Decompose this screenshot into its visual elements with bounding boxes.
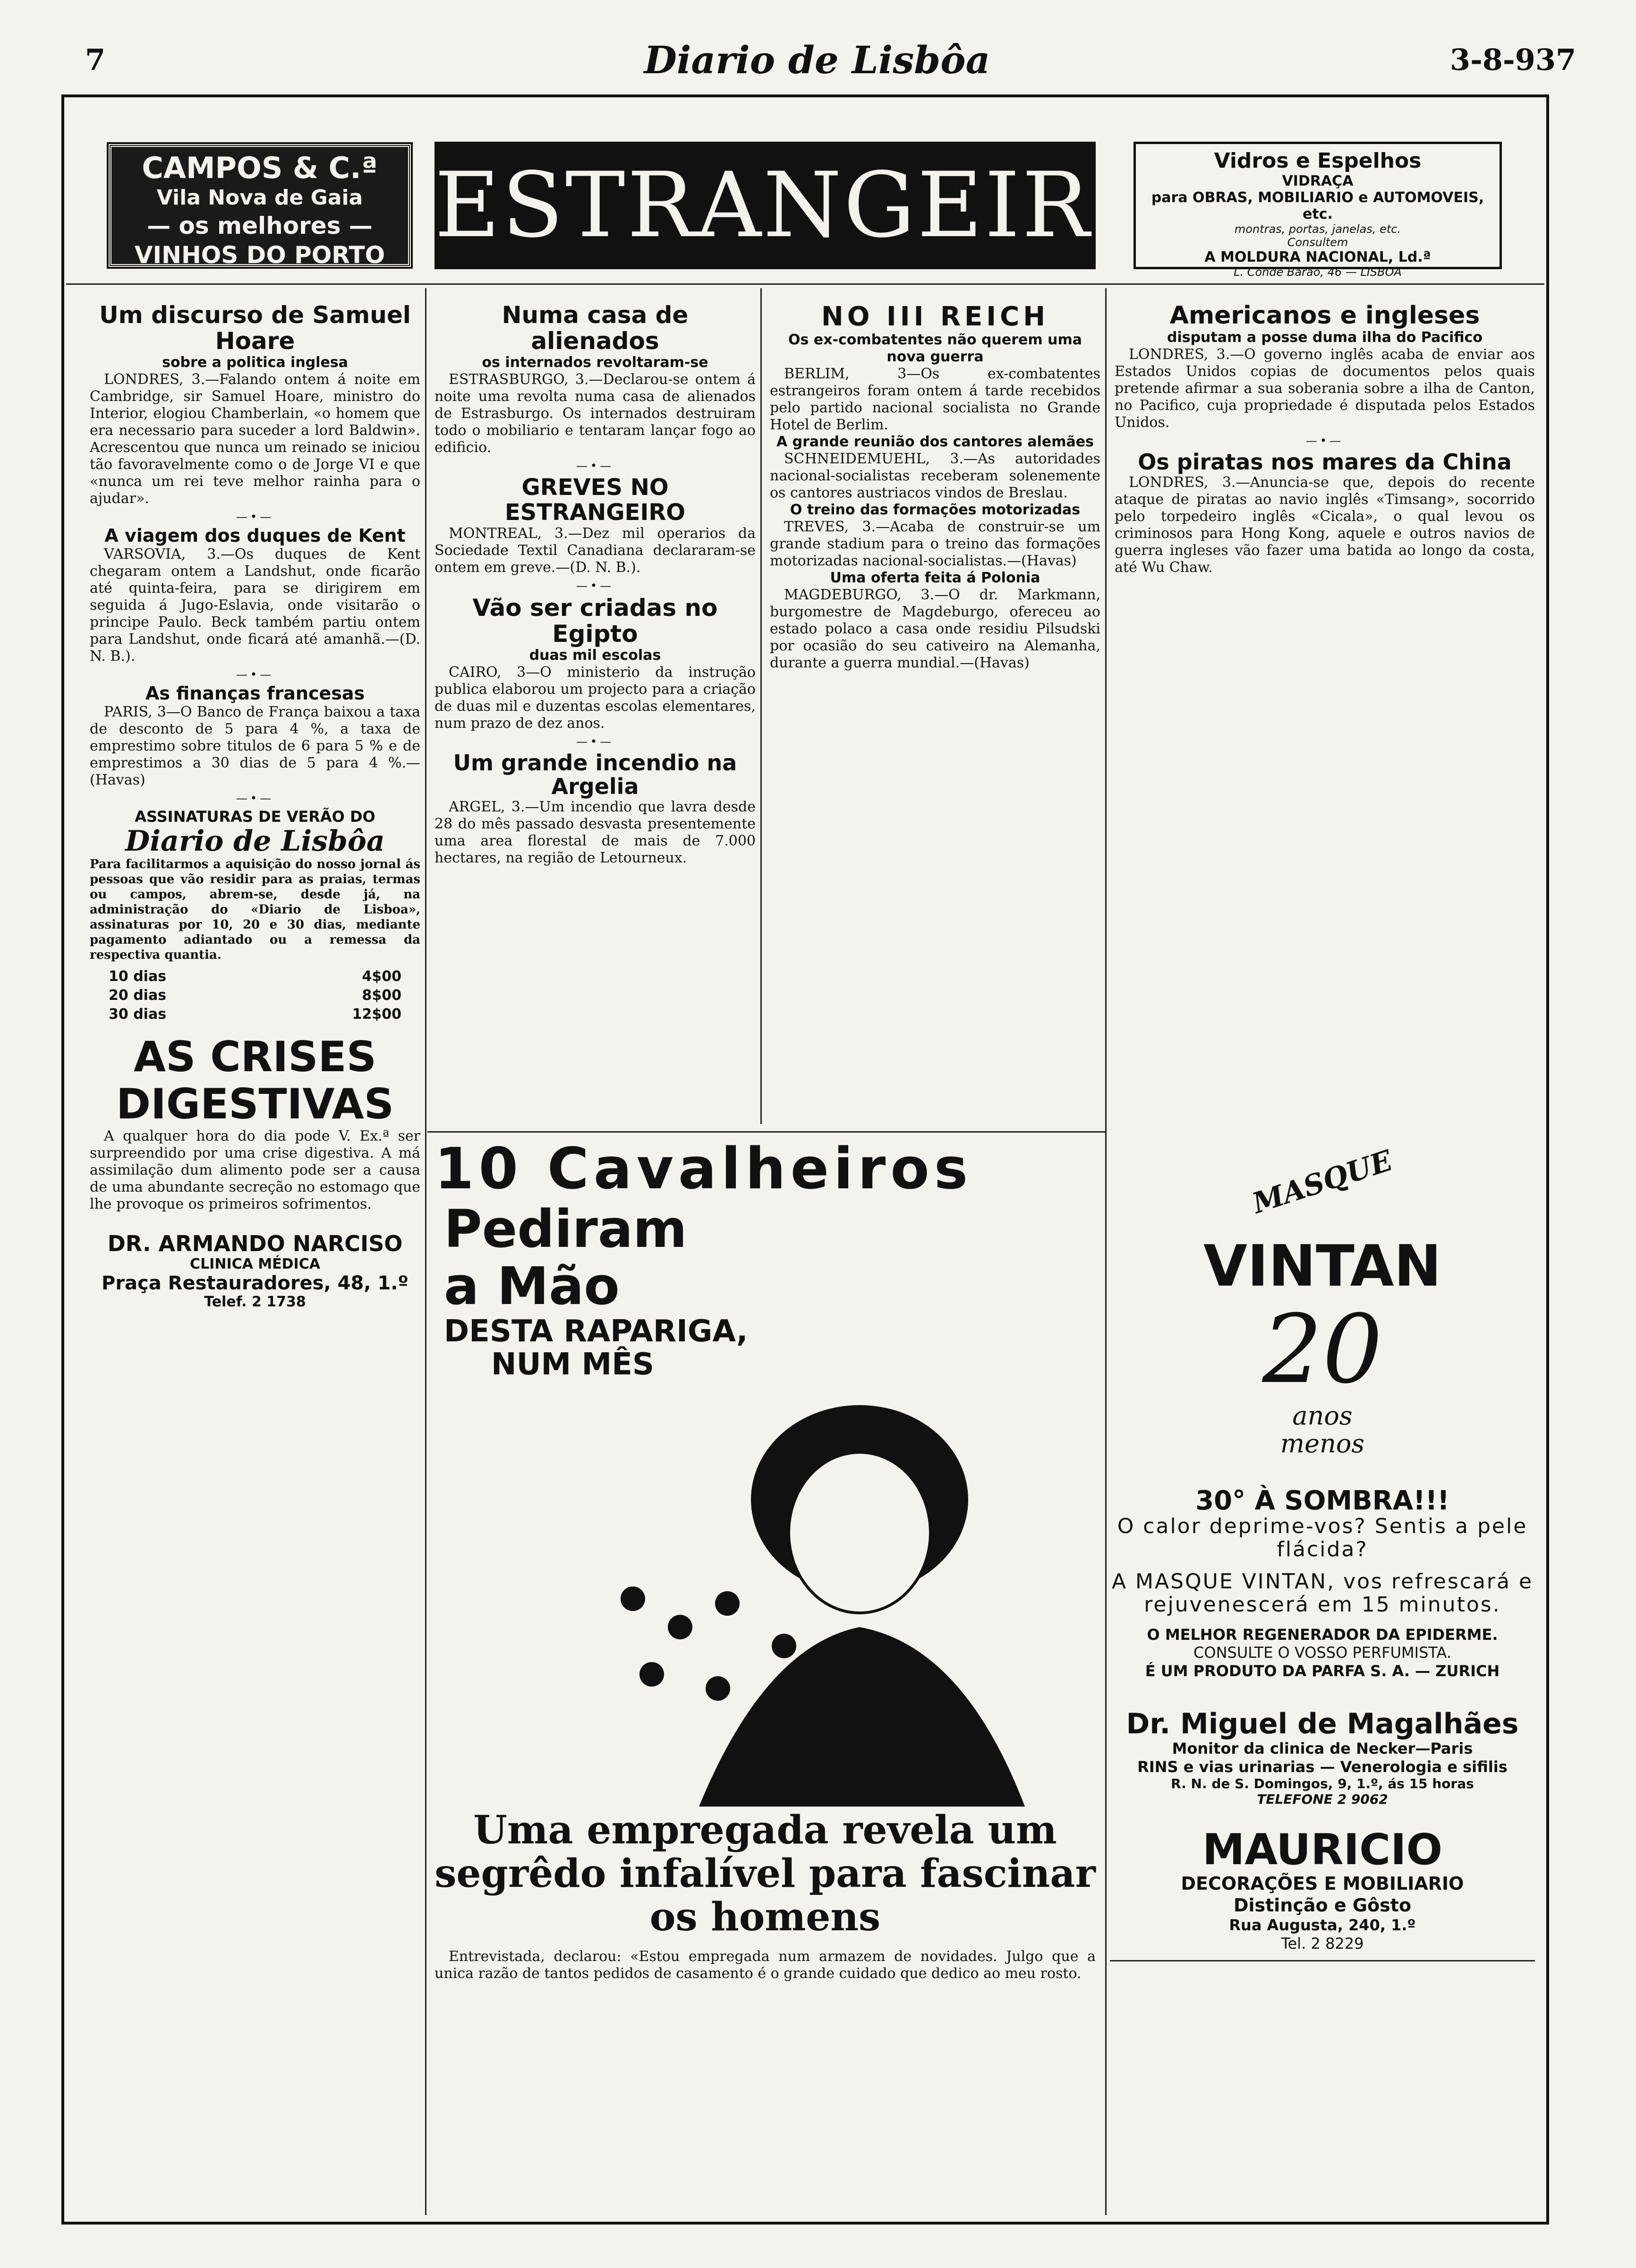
mauricio-line-2: Distinção e Gôsto (1233, 1894, 1412, 1916)
vidros-ad-line-1: para OBRAS, MOBILIARIO e AUTOMOVEIS, etc. (1151, 189, 1484, 222)
separator: —•— (576, 579, 614, 592)
crises-headline-2: DIGESTIVAS (116, 1079, 394, 1128)
separator: —•— (236, 791, 274, 805)
article-body: TREVES, 3.—Acaba de construir-se um grande stadium para o treino das formações motorizadas nacional-socialistas.—(Havas) (770, 518, 1100, 569)
article-body: ESTRASBURGO, 3.—Declarou-se ontem á noite uma revolta numa casa de alienados de Estrasburgo. Os internados destruiram todo o mobiliario e tentaram lançar fogo ao edificio. (435, 371, 756, 456)
vintan-menos: menos (1280, 1429, 1365, 1459)
column-rule-3 (1105, 288, 1107, 2215)
article-body: LONDRES, 3.—O governo inglês acaba de enviar aos Estados Unidos copias de documentos pelos quais pretende afirmar a sua soberania sobre a ilha de Canton, no Pacifico, cuja propriedade é disputada pelos Estados Unidos. (1115, 346, 1535, 431)
magalhaes-line-3: R. N. de S. Domingos, 9, 1.º, ás 15 horas (1171, 1775, 1474, 1791)
subscription-title: ASSINATURAS DE VERÃO DO (135, 807, 375, 826)
article-body: SCHNEIDEMUEHL, 3.—As autoridades nacional-socialistas receberam solenemente os cantores austriacos vindos de Breslau. (770, 450, 1100, 501)
vidros-ad-line-5: L. Conde Barão, 46 — LISBOA (1234, 265, 1402, 279)
advert-line-5: NUM MÊS (491, 1347, 654, 1382)
article-body: CAIRO, 3—O ministerio da instrução publica elaborou um projecto para a criação de duas mil e duzentas escolas elementares, num prazo de dez anos. (435, 664, 756, 732)
article-subhead: Os ex-combatentes não querem uma nova guerra (788, 331, 1082, 365)
campos-ad-line-1: CAMPOS & C.ª (142, 151, 378, 185)
advert-line-4: DESTA RAPARIGA, (444, 1314, 748, 1349)
subscription-price: 8$00 (362, 987, 401, 1004)
article-subhead: O treino das formações motorizadas (790, 501, 1081, 518)
article-headline: Um grande incendio na Argelia (453, 750, 737, 800)
vintan-question: O calor deprime-vos? Sentis a pele flácida? (1117, 1514, 1528, 1561)
article-body: ARGEL, 3.—Um incendio que lavra desde 28 do mês passado desvasta presentemente uma area florestal de mais de 7.000 hectares, na região de Letourneux. (435, 798, 756, 866)
article-body: PARIS, 3—O Banco de França baixou a taxa de desconto de 5 para 4 %, a taxa de emprestimo sobre titulos de 6 para 5 % e de emprestimos a 30 dias de 5 para 4 %.—(Havas) (90, 703, 420, 788)
subscription-period: 30 dias (109, 1006, 167, 1023)
vintan-consulte: CONSULTE O VOSSO PERFUMISTA. (1193, 1644, 1451, 1662)
vintan-advert (1110, 1144, 1535, 1953)
magalhaes-name: Dr. Miguel de Magalhães (1126, 1707, 1519, 1741)
column-1 (90, 302, 420, 1311)
advert-rule (1110, 1960, 1535, 1961)
column-2 (435, 302, 756, 867)
doctor-name: DR. ARMANDO NARCISO (107, 1230, 403, 1256)
vidros-ad-sub: VIDRAÇA (1282, 173, 1354, 189)
separator: —•— (236, 667, 274, 681)
woman-with-suitors-illustration (435, 1381, 1096, 1807)
article-subhead: os internados revoltaram-se (482, 354, 708, 371)
subscription-price-row (109, 967, 401, 986)
article-headline: A viagem dos duques de Kent (104, 525, 406, 546)
vidros-ad-title: Vidros e Espelhos (1214, 149, 1422, 173)
article-headline: Vão ser criadas no Egipto (472, 594, 718, 648)
newspaper-title: Diario de Lisbôa (644, 38, 990, 82)
vintan-sombra: 30° À SOMBRA!!! (1195, 1485, 1449, 1516)
column-4 (1115, 302, 1535, 576)
separator: —•— (1305, 434, 1344, 448)
mauricio-telephone: Tel. 2 8229 (1281, 1934, 1364, 1953)
article-body: LONDRES, 3.—Falando ontem á noite em Cambridge, sir Samuel Hoare, ministro do Interior, elogiou Chamberlain, «o homem que era necessario para suceder a lord Baldwin». Acrescentou que nunca um reinado se iniciou tão favoravelmente como o de Jorge VI e que «nunca um rei teve melhor rainha para o ajudar». (90, 371, 420, 507)
article-body: MONTREAL, 3.—Dez mil operarios da Sociedade Textil Canadiana declararam-se ontem em greve.—(D. N. B.). (435, 525, 756, 576)
article-headline: Numa casa de alienados (502, 301, 689, 355)
subscription-text: Para facilitarmos a aquisição do nosso jornal ás pessoas que vão residir para as praias, termas ou campos, abrem-se, desde já, na administração do «Diario de Lisboa», assinaturas por 10, 20 e 30 dias, mediante pagamento adiantado ou a remessa da respectiva quantia. (90, 857, 420, 962)
advert-line-2: Pediram (444, 1199, 687, 1259)
subscription-period: 10 dias (109, 968, 167, 985)
advert-top-rule (427, 1131, 1105, 1133)
article-headline: NO III REICH (821, 301, 1049, 332)
subscription-paper-name: Diario de Lisbôa (125, 824, 385, 858)
vintan-produto: É UM PRODUTO DA PARFA S. A. — ZURICH (1145, 1662, 1500, 1680)
article-body: BERLIM, 3—Os ex-combatentes estrangeiros foram ontem á tarde recebidos pelo partido nacional socialista no Grande Hotel de Berlim. (770, 365, 1100, 433)
vintan-number: 20 (1262, 1295, 1383, 1405)
doctor-telephone: Telef. 2 1738 (204, 1293, 306, 1310)
article-subhead: Uma oferta feita á Polonia (830, 569, 1040, 586)
advert-line-1: 10 Cavalheiros (435, 1136, 973, 1202)
vintan-answer: A MASQUE VINTAN, vos refrescará e rejuvenescerá em 15 minutos. (1111, 1569, 1534, 1617)
subscription-price-row (109, 1005, 401, 1024)
article-body: MAGDEBURGO, 3.—O dr. Markmann, burgomestre de Magdeburgo, ofereceu ao estado polaco a casa onde residiu Pilsudski por ocasião do seu cativeiro na Alemanha, durante a guerra mundial.—(Havas) (770, 586, 1100, 671)
page-number: 7 (85, 43, 106, 77)
article-headline: GREVES NO ESTRANGEIRO (504, 474, 686, 526)
vintan-regen: O MELHOR REGENERADOR DA EPIDERME. (1147, 1625, 1498, 1644)
campos-ad-line-4: VINHOS DO PORTO (134, 241, 385, 269)
article-subhead: duas mil escolas (529, 647, 661, 664)
subscription-period: 20 dias (109, 987, 167, 1004)
mauricio-line-1: DECORAÇÕES E MOBILIARIO (1181, 1873, 1464, 1894)
article-headline: As finanças francesas (145, 682, 365, 704)
section-banner: ESTRANGEIRO (435, 142, 1096, 269)
separator: —•— (576, 734, 614, 748)
mauricio-line-3: Rua Augusta, 240, 1.º (1229, 1916, 1416, 1935)
vidros-ad-line-4: A MOLDURA NACIONAL, Ld.ª (1204, 249, 1431, 265)
subscription-price-row (109, 986, 401, 1005)
article-body: LONDRES, 3.—Anuncia-se que, depois do recente ataque de piratas ao navio inglês «Timsang», socorrido pelo torpedeiro inglês «Cicala», o qual levou os criminosos para Hong Kong, aquele e outros navios de guerra ingleses vão fazer uma batida ao longo da costa, até Wu Chaw. (1115, 474, 1535, 576)
issue-date: 3-8-937 (1450, 43, 1576, 77)
subscription-price: 4$00 (362, 968, 401, 985)
mauricio-advert (1110, 1826, 1535, 1953)
campos-wine-advert (109, 144, 411, 267)
subscription-price: 12$00 (352, 1006, 401, 1023)
subscription-price-list (109, 967, 401, 1024)
crises-headline-1: AS CRISES (133, 1032, 377, 1081)
advert-body: Entrevistada, declarou: «Estou empregada num armazem de novidades. Julgo que a unica razão de tantos pedidos de casamento é o grande cuidado que dedico ao meu rosto. (435, 1948, 1096, 1982)
vidros-ad-line-2: montras, portas, janelas, etc. (1234, 222, 1401, 236)
article-subhead: disputam a posse duma ilha do Pacifico (1167, 329, 1483, 346)
magalhaes-line-1: Monitor da clinica de Necker—Paris (1172, 1739, 1473, 1758)
vintan-brand: VINTAN (1203, 1234, 1441, 1299)
campos-ad-line-2: Vila Nova de Gaia (156, 186, 363, 210)
vintan-masque: MASQUE (1248, 1144, 1397, 1220)
separator: —•— (576, 459, 614, 472)
header-rule (66, 283, 1544, 285)
vintan-anos: anos (1292, 1401, 1353, 1431)
article-subhead: A grande reunião dos cantores alemães (776, 433, 1094, 450)
article-headline: Os piratas nos mares da China (1138, 449, 1512, 475)
separator: —•— (236, 510, 274, 523)
cavalheiros-advert (435, 1138, 1096, 1982)
campos-ad-line-3: — os melhores — (147, 212, 373, 239)
doctor-specialty: CLINICA MÉDICA (190, 1255, 320, 1272)
advert-line-3: a Mão (444, 1256, 620, 1316)
column-rule-1 (425, 288, 426, 2215)
article-subhead: sobre a politica inglesa (162, 354, 348, 371)
vidros-advert (1133, 142, 1502, 279)
advert-headline: Uma empregada revela um segrêdo infalível para fascinar os homens (435, 1807, 1096, 1940)
crises-body: A qualquer hora do dia pode V. Ex.ª ser surpreendido por uma crise digestiva. A má assimilação dum alimento pode ser a causa de uma abundante secreção no estomago que lhe provoque os primeiros sofrimentos. (90, 1127, 420, 1212)
magalhaes-line-2: RINS e vias urinarias — Venerologia e sifilis (1137, 1757, 1508, 1776)
mauricio-name: MAURICIO (1202, 1825, 1443, 1875)
article-body: VARSOVIA, 3.—Os duques de Kent chegaram ontem a Landshut, onde ficarão até quinta-feira, para se dirigirem em seguida á Jugo-Eslavia, onde visitarão o principe Paulo. Beck também partiu ontem para Landshut, onde ficará até amanhã.—(D. N. B.). (90, 546, 420, 665)
column-rule-2 (760, 288, 762, 1124)
vidros-ad-line-3: Consultem (1287, 236, 1348, 249)
magalhaes-telephone: TELEFONE 2 9062 (1257, 1791, 1388, 1808)
magalhaes-advert (1110, 1708, 1535, 1808)
article-headline: Um discurso de Samuel Hoare (99, 301, 411, 355)
doctor-address: Praça Restauradores, 48, 1.º (102, 1272, 409, 1294)
article-headline: Americanos e ingleses (1169, 301, 1480, 330)
column-3 (770, 302, 1100, 672)
